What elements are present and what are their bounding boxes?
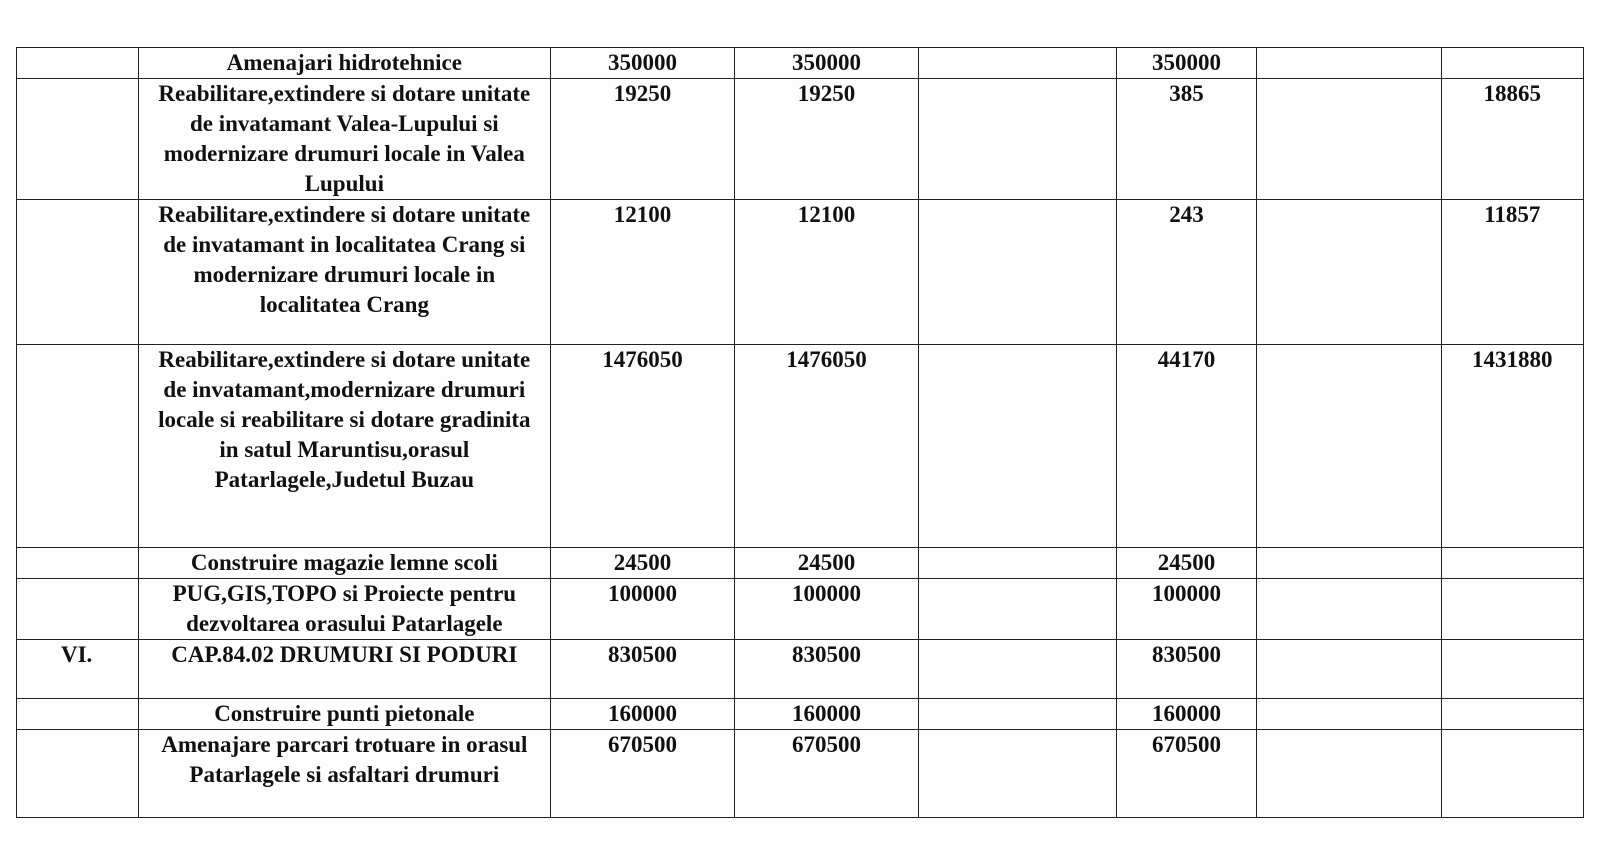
value-cell: 12100 xyxy=(551,200,735,345)
budget-table xyxy=(16,47,1584,818)
row-description-cell: Construire magazie lemne scoli xyxy=(138,548,551,579)
value-cell xyxy=(918,579,1116,640)
value-cell: 1476050 xyxy=(551,345,735,548)
row-code-cell xyxy=(17,79,139,200)
value-cell: 100000 xyxy=(735,579,919,640)
value-cell xyxy=(918,345,1116,548)
value-cell: 830500 xyxy=(735,640,919,699)
row-description-cell: Amenajare parcari trotuare in orasul Patarlagele si asfaltari drumuri xyxy=(138,730,551,818)
value-cell xyxy=(1441,548,1583,579)
value-cell: 1431880 xyxy=(1441,345,1583,548)
value-cell: 18865 xyxy=(1441,79,1583,200)
value-cell xyxy=(1256,48,1441,79)
value-cell xyxy=(1256,79,1441,200)
value-cell xyxy=(1256,200,1441,345)
value-cell: 160000 xyxy=(1117,699,1256,730)
value-cell xyxy=(1441,579,1583,640)
table-row xyxy=(17,345,1584,548)
value-cell xyxy=(1441,640,1583,699)
value-cell: 350000 xyxy=(1117,48,1256,79)
value-cell xyxy=(918,730,1116,818)
table-row xyxy=(17,730,1584,818)
row-code-cell xyxy=(17,699,139,730)
value-cell xyxy=(918,548,1116,579)
table-row xyxy=(17,548,1584,579)
value-cell xyxy=(1256,579,1441,640)
row-code-cell xyxy=(17,579,139,640)
value-cell: 350000 xyxy=(735,48,919,79)
value-cell xyxy=(1256,640,1441,699)
row-description-cell: Reabilitare,extindere si dotare unitate de invatamant Valea-Lupului si modernizare drumuri locale in Valea Lupului xyxy=(138,79,551,200)
row-code-cell xyxy=(17,345,139,548)
value-cell: 12100 xyxy=(735,200,919,345)
row-code-cell xyxy=(17,200,139,345)
row-description-cell: Reabilitare,extindere si dotare unitate de invatamant in localitatea Crang si modernizare drumuri locale in localitatea Crang xyxy=(138,200,551,345)
row-description-cell: Reabilitare,extindere si dotare unitate de invatamant,modernizare drumuri locale si reabilitare si dotare gradinita in satul Maruntisu,orasul Patarlagele,Judetul Buzau xyxy=(138,345,551,548)
table-row xyxy=(17,200,1584,345)
value-cell xyxy=(918,699,1116,730)
row-code-cell: VI. xyxy=(17,640,139,699)
row-code-cell xyxy=(17,730,139,818)
value-cell: 19250 xyxy=(551,79,735,200)
value-cell: 100000 xyxy=(551,579,735,640)
value-cell xyxy=(1256,548,1441,579)
value-cell xyxy=(1441,699,1583,730)
value-cell: 100000 xyxy=(1117,579,1256,640)
row-description-cell: PUG,GIS,TOPO si Proiecte pentru dezvoltarea orasului Patarlagele xyxy=(138,579,551,640)
table-row xyxy=(17,699,1584,730)
table-row xyxy=(17,79,1584,200)
value-cell xyxy=(918,79,1116,200)
value-cell: 44170 xyxy=(1117,345,1256,548)
value-cell: 243 xyxy=(1117,200,1256,345)
value-cell: 19250 xyxy=(735,79,919,200)
value-cell: 160000 xyxy=(551,699,735,730)
value-cell: 24500 xyxy=(551,548,735,579)
value-cell xyxy=(1256,345,1441,548)
row-description-cell: CAP.84.02 DRUMURI SI PODURI xyxy=(138,640,551,699)
row-code-cell xyxy=(17,48,139,79)
row-code-cell xyxy=(17,548,139,579)
value-cell: 830500 xyxy=(551,640,735,699)
value-cell xyxy=(918,48,1116,79)
value-cell: 350000 xyxy=(551,48,735,79)
value-cell: 830500 xyxy=(1117,640,1256,699)
value-cell xyxy=(918,640,1116,699)
value-cell xyxy=(1256,699,1441,730)
value-cell: 160000 xyxy=(735,699,919,730)
value-cell: 670500 xyxy=(551,730,735,818)
value-cell xyxy=(1441,730,1583,818)
value-cell xyxy=(1441,48,1583,79)
value-cell: 24500 xyxy=(1117,548,1256,579)
table-row xyxy=(17,48,1584,79)
value-cell xyxy=(1256,730,1441,818)
row-description-cell: Amenajari hidrotehnice xyxy=(138,48,551,79)
value-cell: 11857 xyxy=(1441,200,1583,345)
table-row xyxy=(17,640,1584,699)
value-cell: 670500 xyxy=(735,730,919,818)
row-description-cell: Construire punti pietonale xyxy=(138,699,551,730)
table-row xyxy=(17,579,1584,640)
value-cell: 1476050 xyxy=(735,345,919,548)
value-cell: 24500 xyxy=(735,548,919,579)
value-cell: 670500 xyxy=(1117,730,1256,818)
value-cell: 385 xyxy=(1117,79,1256,200)
value-cell xyxy=(918,200,1116,345)
